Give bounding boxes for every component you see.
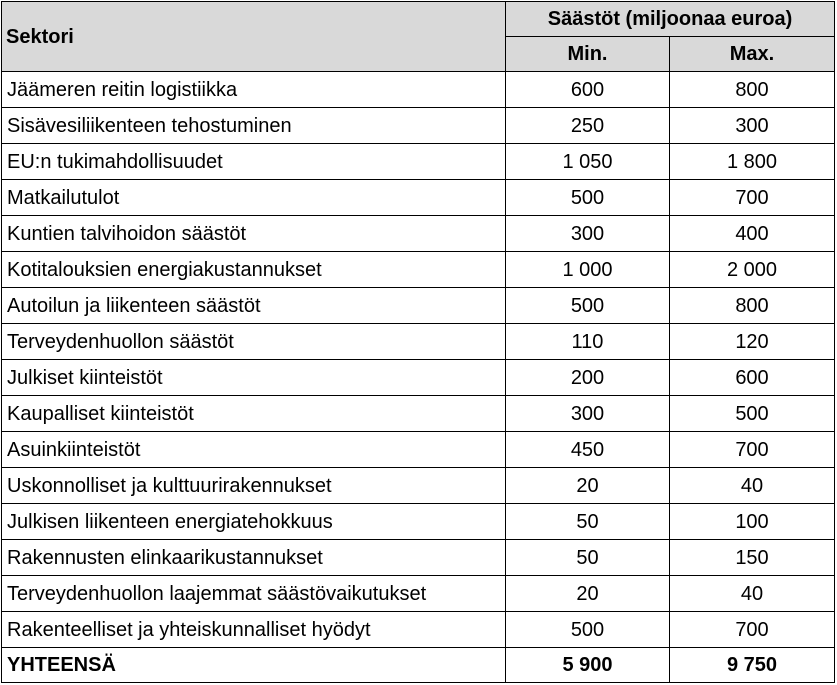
table-footer: [2, 648, 835, 683]
sector-cell: Terveydenhuollon säästöt: [2, 324, 506, 360]
sector-cell: Asuinkiinteistöt: [2, 432, 506, 468]
max-cell: 500: [670, 396, 835, 432]
max-cell: 800: [670, 288, 835, 324]
table-row: [2, 72, 835, 108]
total-max: 9 750: [670, 648, 835, 683]
min-cell: 500: [506, 288, 670, 324]
sector-cell: Rakenteelliset ja yhteiskunnalliset hyödyt: [2, 612, 506, 648]
max-cell: 700: [670, 432, 835, 468]
max-cell: 700: [670, 180, 835, 216]
table-row: [2, 108, 835, 144]
min-cell: 1 000: [506, 252, 670, 288]
min-cell: 500: [506, 612, 670, 648]
sector-cell: Kuntien talvihoidon säästöt: [2, 216, 506, 252]
sector-cell: EU:n tukimahdollisuudet: [2, 144, 506, 180]
table-row: [2, 216, 835, 252]
table-row: [2, 432, 835, 468]
table-row: [2, 612, 835, 648]
max-cell: 2 000: [670, 252, 835, 288]
max-cell: 600: [670, 360, 835, 396]
sector-cell: Uskonnolliset ja kulttuurirakennukset: [2, 468, 506, 504]
table-row: [2, 180, 835, 216]
min-cell: 250: [506, 108, 670, 144]
sector-cell: Julkisen liikenteen energiatehokkuus: [2, 504, 506, 540]
max-cell: 100: [670, 504, 835, 540]
table-body: [2, 72, 835, 648]
table-row: [2, 324, 835, 360]
min-cell: 20: [506, 468, 670, 504]
max-cell: 40: [670, 576, 835, 612]
sector-cell: Jäämeren reitin logistiikka: [2, 72, 506, 108]
min-cell: 1 050: [506, 144, 670, 180]
max-cell: 40: [670, 468, 835, 504]
total-row: [2, 648, 835, 683]
total-min: 5 900: [506, 648, 670, 683]
header-savings-group: Säästöt (miljoonaa euroa): [506, 2, 835, 37]
min-cell: 110: [506, 324, 670, 360]
table-header: [2, 2, 835, 72]
sector-cell: Sisävesiliikenteen tehostuminen: [2, 108, 506, 144]
table-row: [2, 288, 835, 324]
max-cell: 120: [670, 324, 835, 360]
table-row: [2, 540, 835, 576]
min-cell: 50: [506, 504, 670, 540]
sector-cell: Julkiset kiinteistöt: [2, 360, 506, 396]
savings-table: [1, 1, 835, 683]
sector-cell: Kotitalouksien energiakustannukset: [2, 252, 506, 288]
max-cell: 400: [670, 216, 835, 252]
table-row: [2, 144, 835, 180]
header-sector: Sektori: [2, 2, 506, 72]
min-cell: 300: [506, 216, 670, 252]
max-cell: 800: [670, 72, 835, 108]
max-cell: 700: [670, 612, 835, 648]
sector-cell: Autoilun ja liikenteen säästöt: [2, 288, 506, 324]
min-cell: 500: [506, 180, 670, 216]
table-row: [2, 396, 835, 432]
table-row: [2, 252, 835, 288]
max-cell: 150: [670, 540, 835, 576]
sector-cell: Kaupalliset kiinteistöt: [2, 396, 506, 432]
min-cell: 20: [506, 576, 670, 612]
header-min: Min.: [506, 37, 670, 72]
max-cell: 1 800: [670, 144, 835, 180]
table-row: [2, 576, 835, 612]
table-row: [2, 360, 835, 396]
sector-cell: Rakennusten elinkaarikustannukset: [2, 540, 506, 576]
max-cell: 300: [670, 108, 835, 144]
table-row: [2, 504, 835, 540]
sector-cell: Matkailutulot: [2, 180, 506, 216]
min-cell: 50: [506, 540, 670, 576]
header-max: Max.: [670, 37, 835, 72]
min-cell: 300: [506, 396, 670, 432]
min-cell: 450: [506, 432, 670, 468]
total-label: YHTEENSÄ: [2, 648, 506, 683]
table-row: [2, 468, 835, 504]
min-cell: 600: [506, 72, 670, 108]
sector-cell: Terveydenhuollon laajemmat säästövaikutukset: [2, 576, 506, 612]
min-cell: 200: [506, 360, 670, 396]
